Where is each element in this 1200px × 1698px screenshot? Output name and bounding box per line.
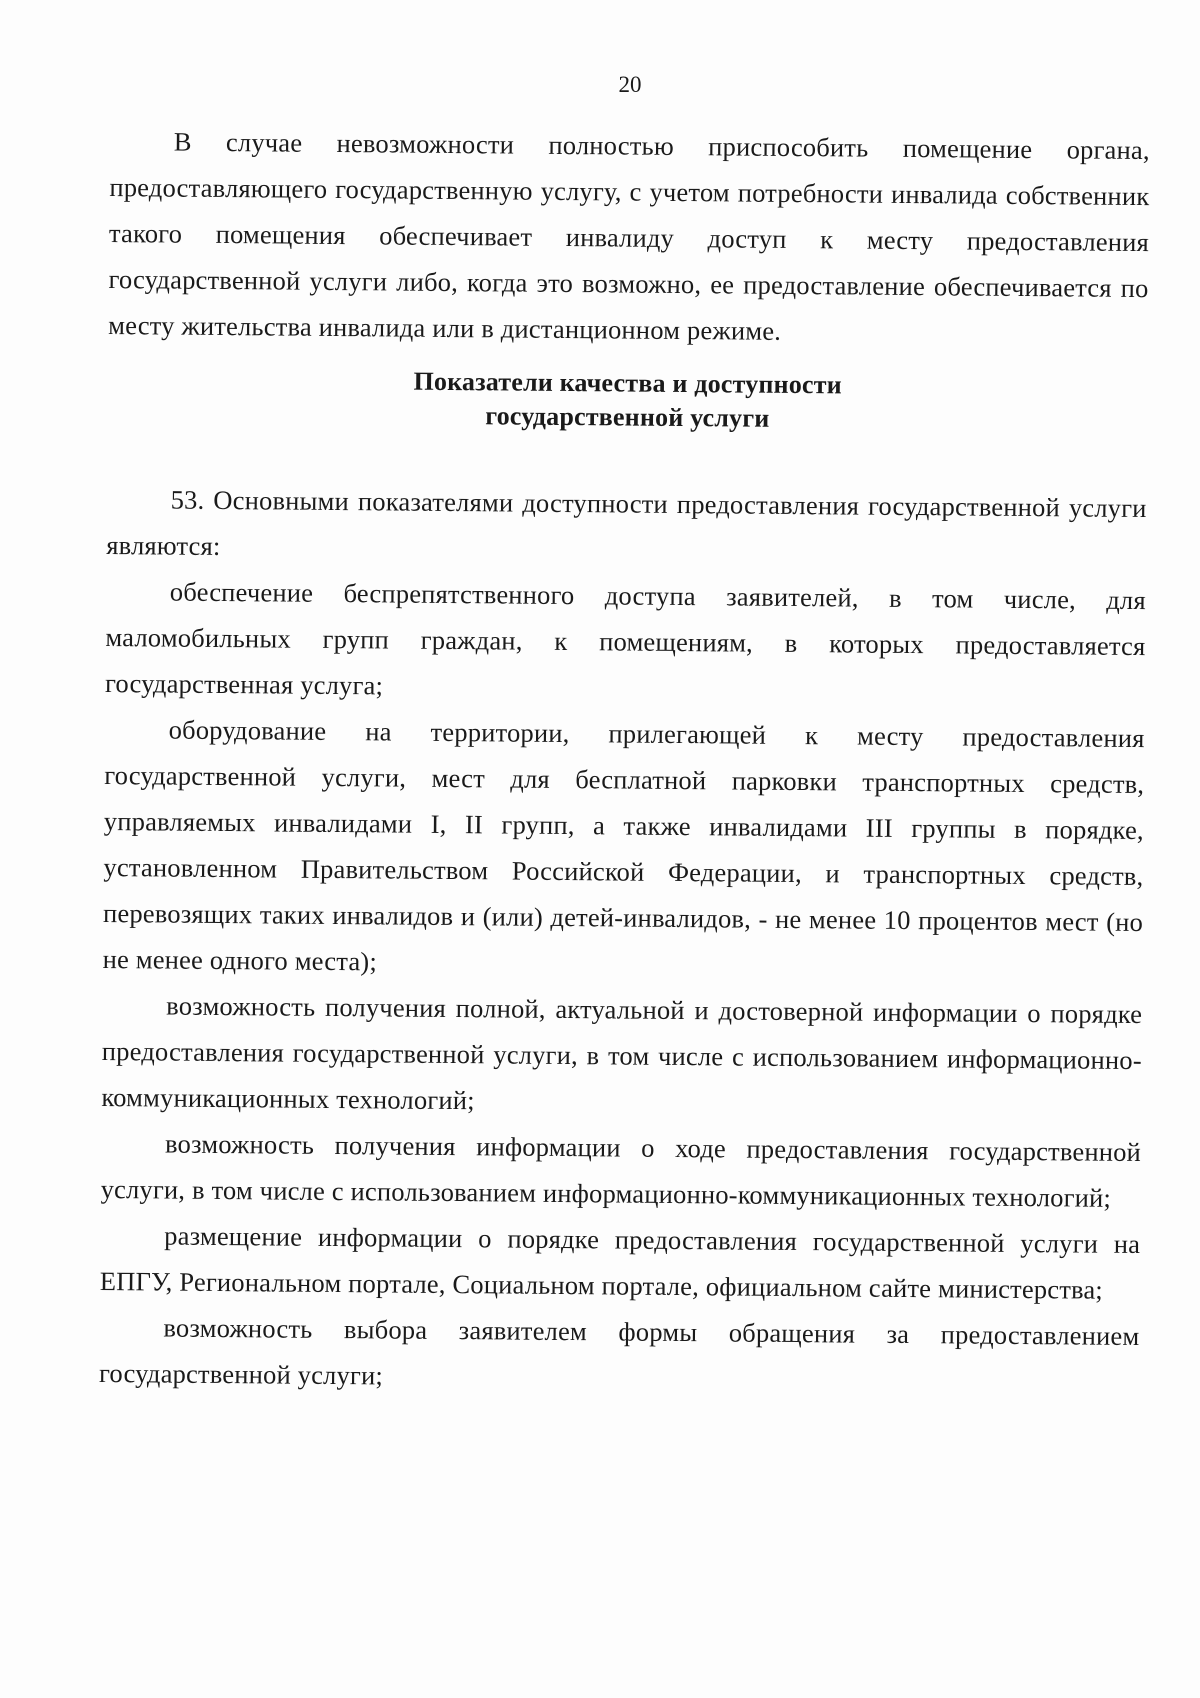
section-heading-line-2: государственной услуги	[485, 401, 770, 433]
list-item-progress-information: возможность получения информации о ходе предоставления государственной услуги, в том числе с использованием информационно-коммуникационных технологий;	[100, 1128, 1142, 1213]
document-body	[99, 118, 1150, 1405]
list-item-parking: оборудование на территории, прилегающей к месту предоставления государственной услуги, мест для бесплатной парковки транспортных средств, управляемых инвалидами I, II групп, а также инвалидами III группы в порядке, установленном Правительством Российской Федерации, и транспортных средств, перевозящих таких инвалидов и (или) детей-инвалидов, - не менее 10 процентов мест (но не менее одного места);	[102, 714, 1145, 977]
intro-paragraph: В случае невозможности полностью приспособить помещение органа, предоставляющего государственную услугу, с учетом потребности инвалида собственник такого помещения обеспечивает инвалиду доступ к месту предоставления государственной услуги либо, когда это возможно, ее предоставление обеспечивается по месту жительства инвалида или в дистанционном режиме.	[108, 126, 1150, 346]
section-heading-line-1: Показатели качества и доступности	[413, 366, 842, 400]
list-item-portal-placement: размещение информации о порядке предоставления государственной услуги на ЕПГУ, Региональном портале, Социальном портале, официальном сайте министерства;	[99, 1220, 1141, 1305]
section-heading	[107, 362, 1148, 439]
page-number: 20	[618, 72, 642, 97]
paragraph-53: 53. Основными показателями доступности предоставления государственной услуги являются:	[106, 484, 1147, 561]
list-item-full-information: возможность получения полной, актуальной и достоверной информации о порядке предоставления государственной услуги, в том числе с использованием информационно-коммуникационных технологий;	[101, 990, 1143, 1116]
list-item-application-form-choice: возможность выбора заявителем формы обращения за предоставлением государственной услуги;	[98, 1312, 1140, 1391]
list-item-unobstructed-access: обеспечение беспрепятственного доступа заявителей, в том числе, для маломобильных групп граждан, к помещениям, в которых предоставляется государственная услуга;	[104, 576, 1146, 701]
